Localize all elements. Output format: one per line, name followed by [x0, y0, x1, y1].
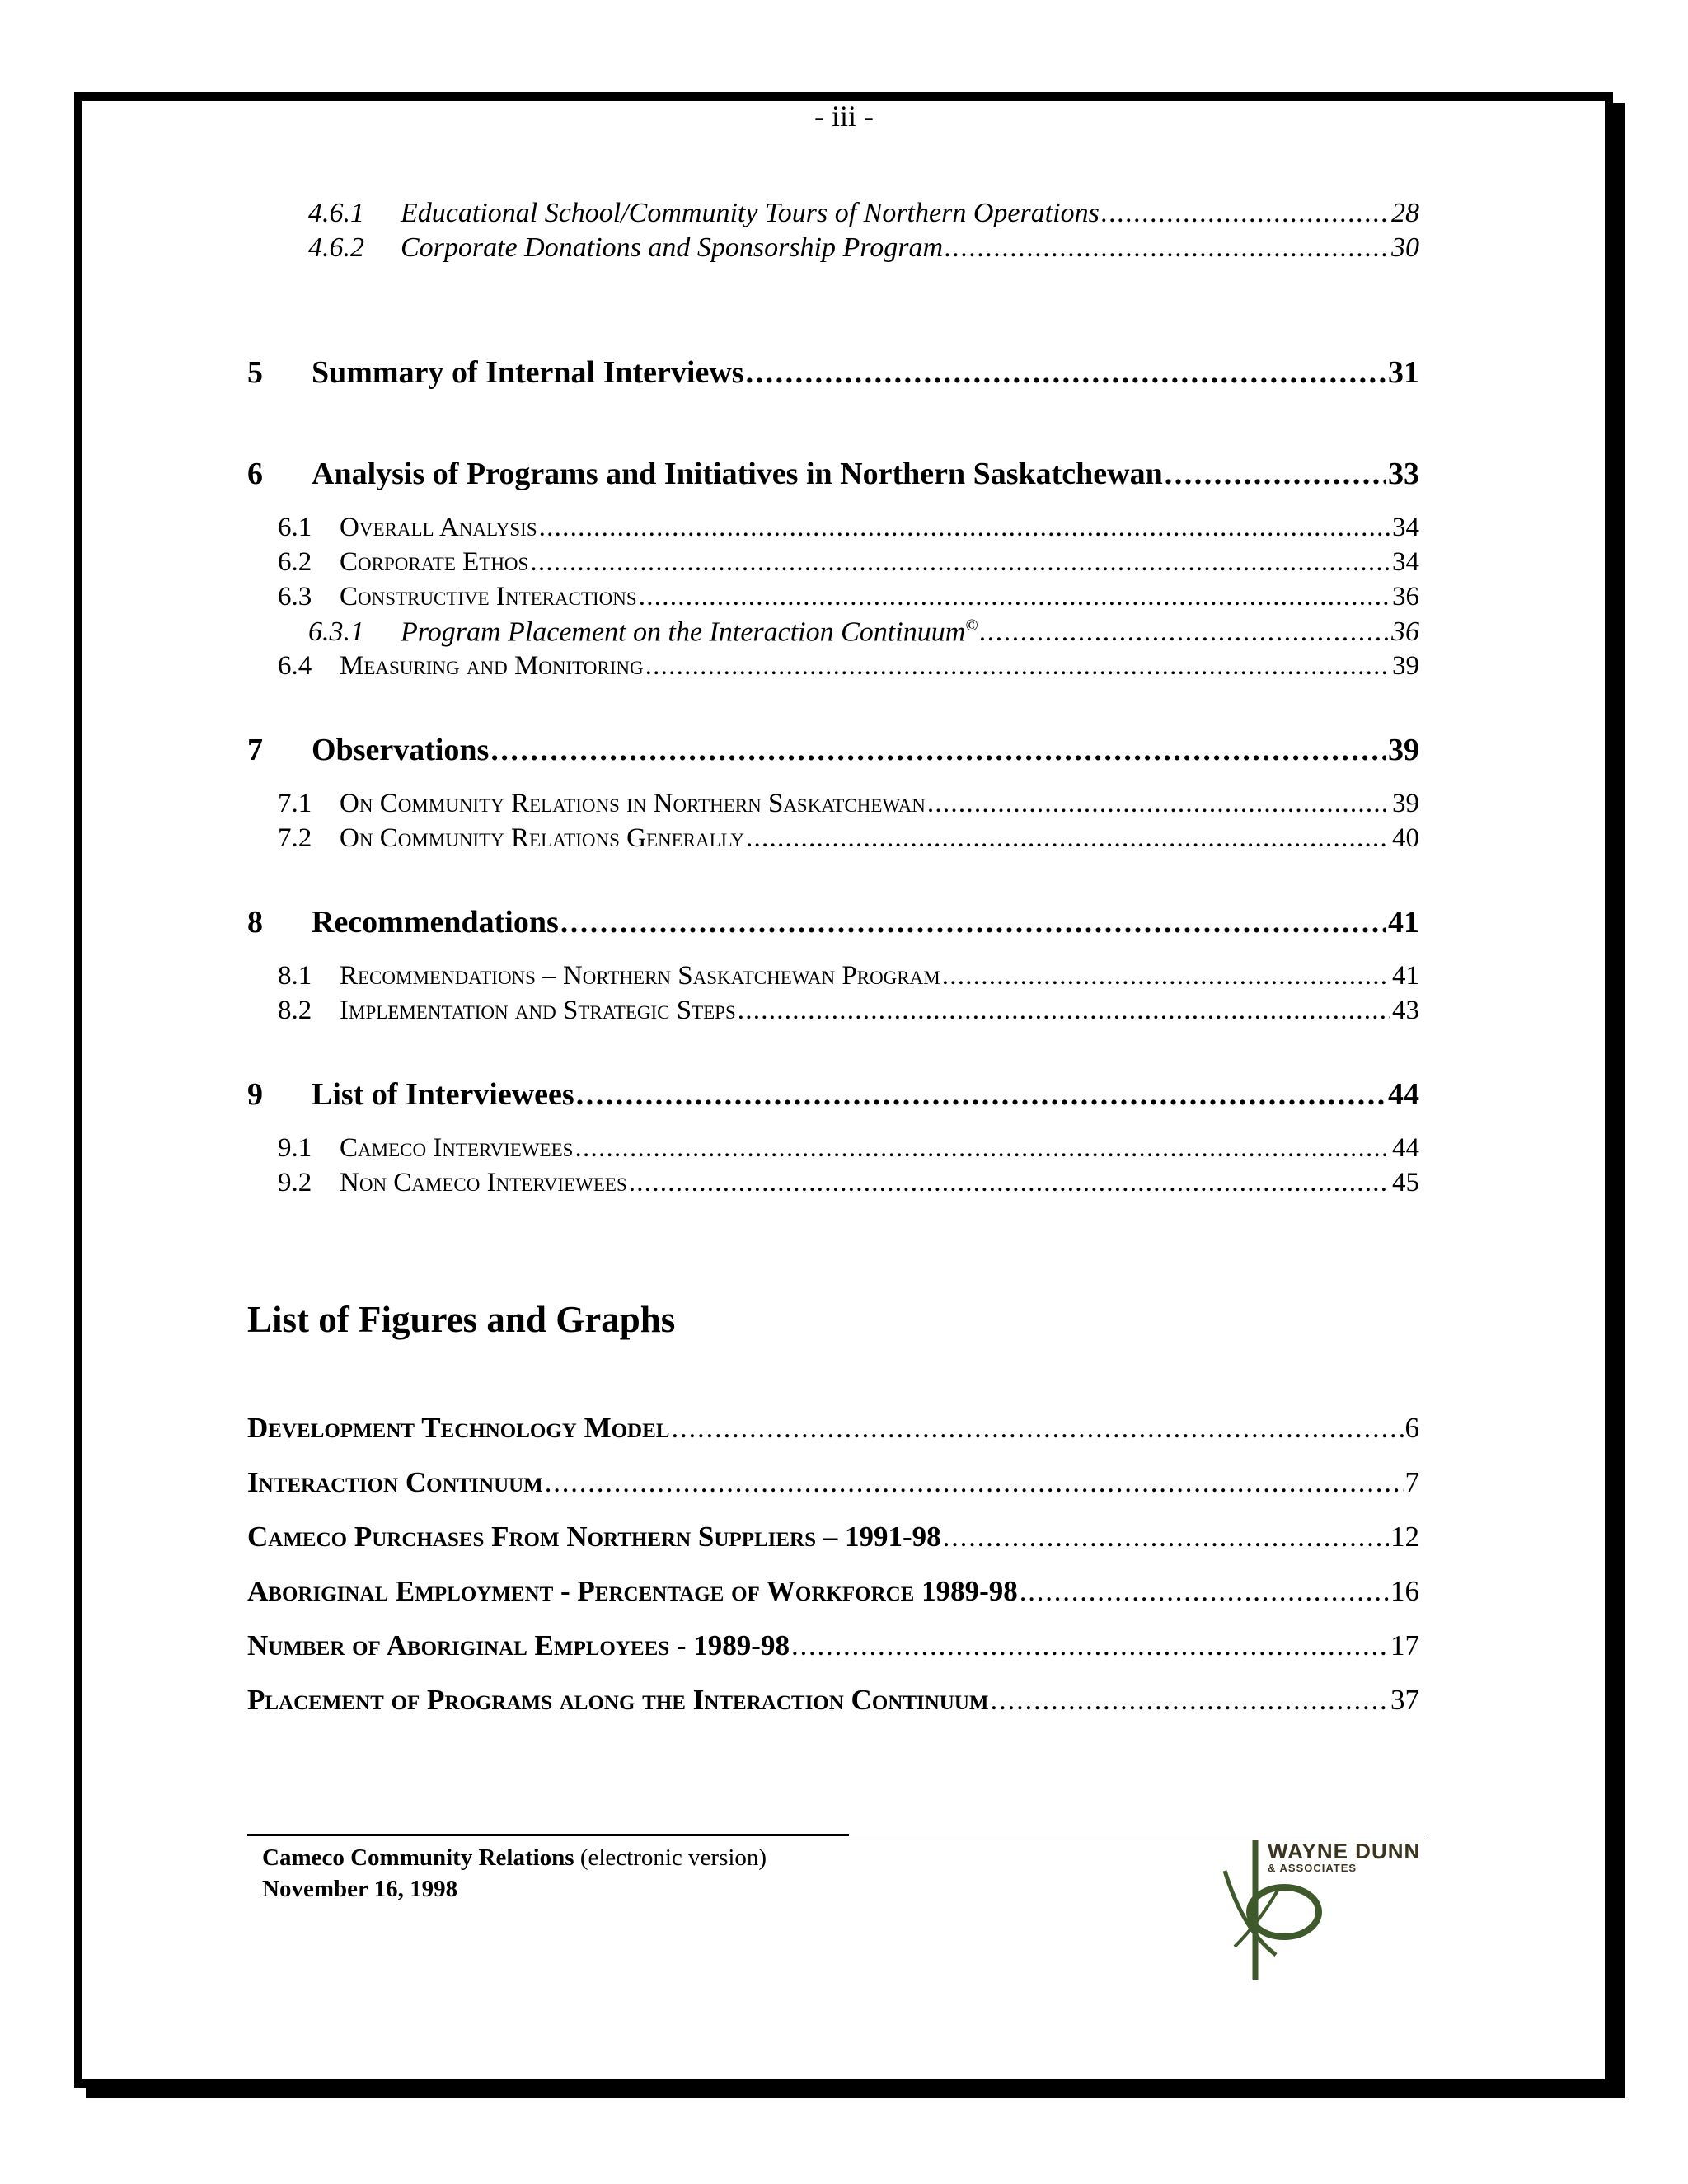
figure-page: 7	[1404, 1466, 1419, 1498]
toc-entry-4-6-2[interactable]	[308, 232, 1419, 264]
toc-entry-9-1[interactable]	[278, 1133, 1419, 1164]
toc-page: 31	[1388, 355, 1419, 390]
toc-entry-6-3[interactable]	[278, 582, 1419, 612]
dot-leader	[539, 513, 1390, 543]
figure-page: 12	[1390, 1521, 1419, 1553]
dot-leader	[574, 1133, 1390, 1164]
toc-number: 7.2	[278, 823, 312, 853]
toc-title: Recommendations	[312, 905, 559, 940]
toc-entry-6-3-1[interactable]	[308, 616, 1419, 648]
toc-page: 39	[1392, 651, 1419, 681]
dot-leader	[738, 996, 1390, 1026]
toc-page: 34	[1392, 547, 1419, 577]
toc-number: 9.1	[278, 1133, 312, 1163]
toc-title: Measuring and Monitoring	[340, 651, 644, 681]
toc-page: 40	[1392, 823, 1419, 853]
footer	[262, 1842, 767, 1905]
dot-leader	[530, 547, 1390, 578]
toc-page: 39	[1392, 789, 1419, 818]
toc-entry-7-1[interactable]	[278, 789, 1419, 819]
toc-page: 44	[1388, 1077, 1419, 1112]
toc-number: 6.1	[278, 513, 312, 542]
toc-page: 33	[1388, 457, 1419, 491]
toc-number: 6.3.1	[308, 616, 364, 648]
figure-page: 6	[1404, 1412, 1419, 1444]
toc-number: 5	[247, 355, 263, 390]
figure-page: 17	[1390, 1629, 1419, 1661]
figure-title: Aboriginal Employment - Percentage of Workforce 1989-98	[247, 1575, 1018, 1607]
toc-title: On Community Relations in Northern Saskatchewan	[340, 789, 926, 818]
toc-number: 6	[247, 457, 263, 491]
toc-title: Corporate Donations and Sponsorship Program	[401, 232, 944, 263]
toc-number: 9.2	[278, 1168, 312, 1197]
toc-entry-8[interactable]	[247, 904, 1419, 940]
toc-page: 39	[1388, 733, 1419, 767]
toc-number: 9	[247, 1077, 263, 1112]
toc-number: 4.6.1	[308, 198, 364, 228]
toc-page: 36	[1392, 582, 1419, 612]
figure-entry[interactable]	[247, 1684, 1419, 1717]
toc-page: 36	[1391, 616, 1419, 648]
dot-leader	[645, 651, 1390, 682]
toc-entry-6-1[interactable]	[278, 513, 1419, 543]
dot-leader	[791, 1629, 1389, 1662]
figure-title: Cameco Purchases From Northern Suppliers – 1991-98	[247, 1521, 941, 1553]
toc-title: Summary of Internal Interviews	[312, 355, 744, 390]
figure-title: Development Technology Model	[247, 1412, 670, 1444]
footer-date: November 16, 1998	[262, 1876, 458, 1902]
dot-leader	[490, 732, 1386, 768]
figure-page: 37	[1390, 1684, 1419, 1716]
toc-title: Corporate Ethos	[340, 547, 529, 577]
dot-leader	[945, 232, 1390, 264]
dot-leader	[1020, 1575, 1389, 1608]
dot-leader	[629, 1168, 1390, 1198]
toc-number: 8.2	[278, 996, 312, 1025]
toc-entry-7[interactable]	[247, 732, 1419, 768]
toc-entry-7-2[interactable]	[278, 823, 1419, 854]
toc-number: 4.6.2	[308, 232, 364, 263]
dot-leader	[576, 1076, 1386, 1113]
toc-number: 6.4	[278, 651, 312, 681]
dot-leader	[671, 1412, 1403, 1445]
toc-title: Non Cameco Interviewees	[340, 1168, 627, 1197]
figure-entry[interactable]	[247, 1466, 1419, 1499]
logo-line2: & ASSOCIATES	[1268, 1862, 1357, 1874]
logo-text	[1268, 1840, 1420, 1874]
dot-leader	[1165, 456, 1386, 492]
dot-leader	[942, 961, 1390, 991]
dot-leader	[639, 582, 1390, 612]
dot-leader	[1101, 198, 1390, 229]
toc-title: Observations	[312, 733, 490, 767]
toc-entry-6-2[interactable]	[278, 547, 1419, 578]
figure-title: Interaction Continuum	[247, 1466, 543, 1498]
toc-title: On Community Relations Generally	[340, 823, 745, 853]
dot-leader	[991, 1684, 1390, 1717]
logo-line1: WAYNE DUNN	[1268, 1839, 1421, 1863]
footer-version: (electronic version)	[579, 1844, 767, 1871]
toc-page: 30	[1391, 232, 1419, 263]
toc-entry-8-2[interactable]	[278, 996, 1419, 1026]
figure-entry[interactable]	[247, 1521, 1419, 1554]
toc-page: 44	[1392, 1133, 1419, 1163]
toc-title: Program Placement on the Interaction Continuum©	[401, 616, 978, 648]
toc-entry-9-2[interactable]	[278, 1168, 1419, 1198]
toc-title: Constructive Interactions	[340, 582, 637, 612]
toc-number: 8.1	[278, 961, 312, 991]
dot-leader	[746, 354, 1386, 391]
toc-number: 8	[247, 905, 263, 940]
figure-title: Number of Aboriginal Employees - 1989-98	[247, 1629, 790, 1661]
toc-title: Analysis of Programs and Initiatives in Northern Saskatchewan	[312, 457, 1163, 491]
toc-page: 43	[1392, 996, 1419, 1025]
footer-doc-title: Cameco Community Relations	[262, 1844, 574, 1871]
page-number: - iii -	[814, 100, 874, 133]
toc-number: 6.3	[278, 582, 312, 612]
dot-leader	[927, 789, 1390, 819]
toc-page: 34	[1392, 513, 1419, 542]
toc-entry-5[interactable]	[247, 354, 1419, 391]
toc-page: 41	[1392, 961, 1419, 991]
toc-title: Overall Analysis	[340, 513, 537, 542]
toc-entry-6[interactable]	[247, 456, 1419, 492]
toc-number: 7.1	[278, 789, 312, 818]
toc-entry-8-1[interactable]	[278, 961, 1419, 991]
dot-leader	[545, 1466, 1404, 1499]
toc-title: List of Interviewees	[312, 1077, 574, 1112]
figure-entry[interactable]	[247, 1575, 1419, 1608]
dot-leader	[979, 616, 1390, 648]
toc-title: Educational School/Community Tours of Northern Operations	[401, 198, 1100, 228]
toc-title: Implementation and Strategic Steps	[340, 996, 736, 1025]
copyright-mark: ©	[965, 616, 978, 635]
figure-title: Placement of Programs along the Interaction Continuum	[247, 1684, 989, 1716]
dot-leader	[746, 823, 1390, 854]
toc-page: 45	[1392, 1168, 1419, 1197]
toc-title: Cameco Interviewees	[340, 1133, 574, 1163]
toc-entry-6-4[interactable]	[278, 651, 1419, 682]
figure-entry[interactable]	[247, 1629, 1419, 1662]
toc-page: 41	[1388, 905, 1419, 940]
toc-number: 6.2	[278, 547, 312, 577]
toc-entry-9[interactable]	[247, 1076, 1419, 1113]
toc-title: Recommendations – Northern Saskatchewan Program	[340, 961, 940, 991]
dot-leader	[560, 904, 1386, 940]
toc-entry-4-6-1[interactable]	[308, 198, 1419, 229]
figures-heading: List of Figures and Graphs	[247, 1299, 676, 1340]
figure-page: 16	[1390, 1575, 1419, 1607]
footer-rule	[247, 1834, 849, 1836]
figure-entry[interactable]	[247, 1412, 1419, 1445]
toc-page: 28	[1391, 198, 1419, 228]
dot-leader	[943, 1521, 1389, 1554]
toc-number: 7	[247, 733, 263, 767]
